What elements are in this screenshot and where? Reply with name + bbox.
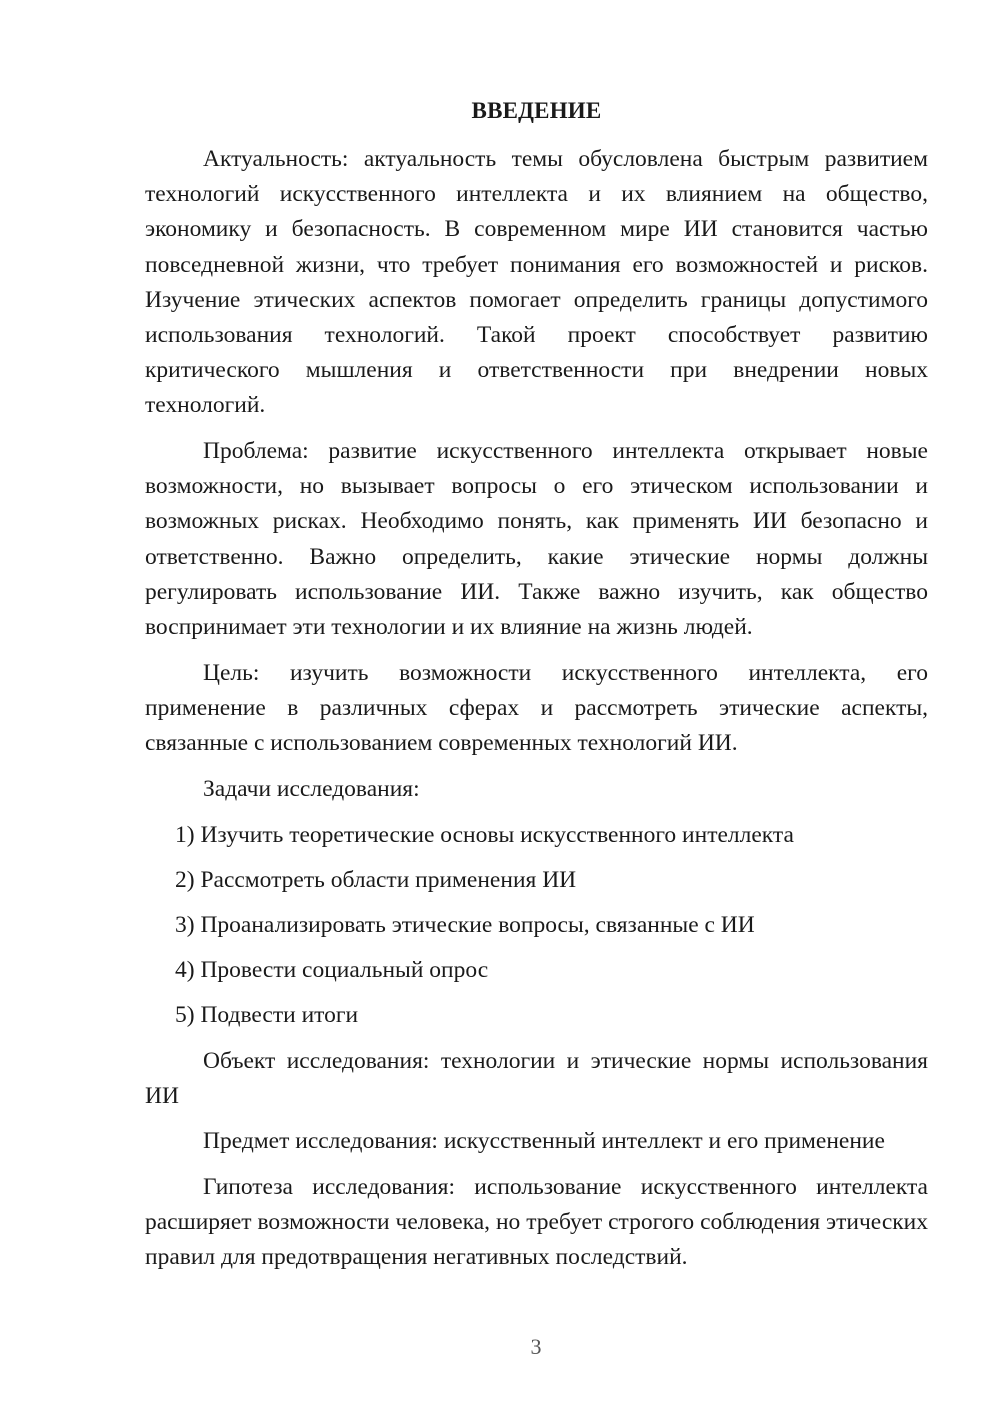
relevance-paragraph: Актуальность: актуальность темы обусловлена быстрым развитием технологий искусственного интеллекта и их влиянием на общество, экономику и безопасность. В современном мире ИИ становится частью повседневной жизни, что требует понимания его возможностей и рисков. Изучение этических аспектов помогает определить границы допустимого использования технологий. Такой проект способствует развитию критического мышления и ответственности при внедрении новых технологий. bbox=[145, 146, 928, 419]
tasks-heading: Задачи исследования: bbox=[203, 776, 420, 802]
page-number: 3 bbox=[530, 1334, 542, 1359]
task-item-4: 4) Провести социальный опрос bbox=[175, 957, 489, 983]
hypothesis-paragraph: Гипотеза исследования: использование искусственного интеллекта расширяет возможности человека, но требует строгого соблюдения этических правил для предотвращения негативных последствий. bbox=[145, 1174, 928, 1271]
task-item-2: 2) Рассмотреть области применения ИИ bbox=[175, 867, 577, 893]
goal-paragraph: Цель: изучить возможности искусственного интеллекта, его применение в различных сферах и рассмотреть этические аспекты, связанные с использованием современных технологий ИИ. bbox=[145, 660, 928, 757]
subject-paragraph: Предмет исследования: искусственный интеллект и его применение bbox=[203, 1128, 885, 1154]
task-item-1: 1) Изучить теоретические основы искусственного интеллекта bbox=[175, 822, 794, 848]
task-item-3: 3) Проанализировать этические вопросы, связанные с ИИ bbox=[175, 912, 755, 938]
task-item-5: 5) Подвести итоги bbox=[175, 1002, 359, 1028]
page-title: ВВЕДЕНИЕ bbox=[471, 98, 602, 123]
object-paragraph: Объект исследования: технологии и этические нормы использования ИИ bbox=[145, 1048, 928, 1110]
problem-paragraph: Проблема: развитие искусственного интеллекта открывает новые возможности, но вызывает вопросы о его этическом использовании и возможных рисках. Необходимо понять, как применять ИИ безопасно и ответственно. Важно определить, какие этические нормы должны регулировать использование ИИ. Также важно изучить, как общество воспринимает эти технологии и их влияние на жизнь людей. bbox=[145, 438, 928, 641]
